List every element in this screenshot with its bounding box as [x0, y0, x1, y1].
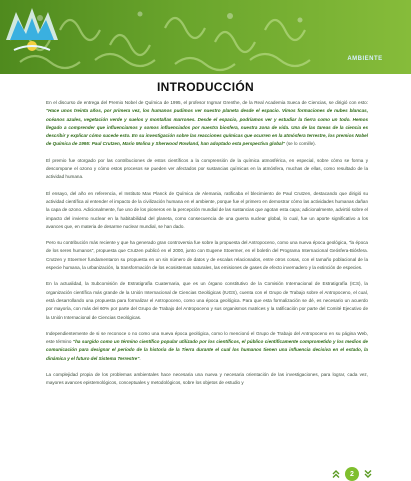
page-navigation	[331, 467, 373, 481]
conference-logo	[0, 0, 64, 56]
paragraph-text: En el discurso de entrega del Premio Nobel de Química de 1995, el profesor Ingmar Grenthe, de la Real Academia Sueca de Ciencias, se dirigió con esto:	[46, 100, 368, 105]
paragraph-4	[46, 239, 368, 272]
paragraph-2	[46, 157, 368, 182]
paragraph-text: Independientemente de si se reconoce o no como una nueva época geológica, como lo mencionó el Grupo de Trabajo del Antropoceno en su página Web, este término	[46, 330, 368, 345]
page-title: INTRODUCCIÓN	[157, 80, 254, 94]
document-body	[46, 99, 368, 396]
page-number-badge: 2	[345, 467, 359, 481]
paragraph-text: El premio fue otorgado por las contribuciones de estos científicos a la comprensión de la química atmosférica, en especial, sobre cómo se forma y descompone el ozono y cómo estos procesos se pueden ver afectados por sustancias químicas en la atmósfera, muchas de ellas, como resultado de la actividad humana.	[46, 157, 368, 180]
header-banner	[0, 0, 411, 74]
quoted-highlight: "ha surgido como un término científico popular utilizado por los científicos, el público científicamente comprometido y los medios de comunicación para designar el período de la historia de la Tierra durante el cual los humanos tienen una influencia decisiva en el estado, la dinámica y el futuro del Sistema Terrestre"	[46, 339, 368, 361]
paragraph-tail: .	[139, 355, 141, 361]
double-chevron-down-icon[interactable]	[363, 469, 373, 479]
paragraph-text: En la actualidad, la Subcomisión de Estratigrafía Cuaternaria, que es un órgano constitutivo de la Comisión Internacional de Estratigrafía (ICS), la organización científica más grande de la Unión Internacional de Ciencias Geológicas (IUGS), cuenta con el Grupo de Trabajo sobre el Antropoceno, el cual, está desarrollando una propuesta para formalizar el Antropoceno, como una época geológica. Para que esta formalización se dé, es necesario un acuerdo por mayoría, con más del 60% por parte del Grupo de Trabajo del Antropoceno y sus organismos matrices y la ratificación por parte del Comité Ejecutivo de la Unión Internacional de Ciencias Geológicas.	[46, 281, 368, 320]
quoted-highlight: "Hace unos treinta años, por primera vez, los humanos pudimos ver nuestro planeta desde el espacio. Vimos formaciones de nubes blancas, océanos azules, vegetación verde y suelos y montañas marrones. Desde el espacio, podríamos ver y estudiar la tierra como un todo. Hemos llegado a comprender que influenciamos y somos influenciados por nuestra biosfera, nuestra zona de vida. Una de las tareas de la ciencia es describir y explicar cómo sucede esto. En su investigación sobre las reacciones químicas que ocurren en la atmósfera terrestre, los premios Nobel de Química de 1995: Paul Crutzen, Mario Molina y Sherwood Rowland, han adoptado esta perspectiva global"	[46, 108, 368, 147]
paragraph-1	[46, 99, 368, 149]
paragraph-3	[46, 190, 368, 231]
paragraph-text: Pero su contribución más reciente y que ha generado gran controversia fue sobre la propuesta del Antropoceno, como una nueva época geológica, "la época de los seres humanos", propuesta que Crutzen publicó en el 2000, junto con Eugene Stoermer, en el boletín del Programa Internacional Geósfera-Biósfera. Crutzen y Stoermer fundamentaron su propuesta en un sin número de datos y de escalas relacionados, entre otros cosas, con el tamaño poblacional de la especie humana, la urbanización, la transformación de los ecosistemas naturales, las emisiones de gases de efecto invernadero y la extinción de especies.	[46, 240, 368, 271]
paragraph-tail: (se lo comille).	[285, 141, 316, 147]
paragraph-6	[46, 330, 368, 363]
logo-caption: AMBIENTE	[347, 56, 383, 62]
double-chevron-up-icon[interactable]	[331, 469, 341, 479]
paragraph-7	[46, 371, 368, 388]
paragraph-text: El ensayo, del año en referencia, el Instituto Max Planck de Química de Alemania, ratificaba el blecimiento de Paul Crutzen, destacando que dirigió su actividad científica al entender el impacto de la civilización humana en el ambiente, porque fue el primero en demostrar cómo las actividades humanas dañan la capa de ozono. Adicionalmente, fue uno de los pioneros en la percepción mundial de las sustancias que agotan esta capa; adicionalmente, advirtió sobre el impacto del invierno nuclear en la habitabilidad del planeta, como consecuencia de una guerra nuclear global, lo cual, fue un aporte significativo a los avances que, en materia de desarme nuclear mundial, se han dado.	[46, 190, 368, 229]
paragraph-text: La complejidad propia de los problemas ambientales hace necesaria una nueva y necesaria orientación de las investigaciones, para lograr, cada vez, mayores avances epistemológicos, conceptuales y metodológicos, sobre los objetos de estudio y	[46, 372, 368, 386]
paragraph-5	[46, 280, 368, 321]
